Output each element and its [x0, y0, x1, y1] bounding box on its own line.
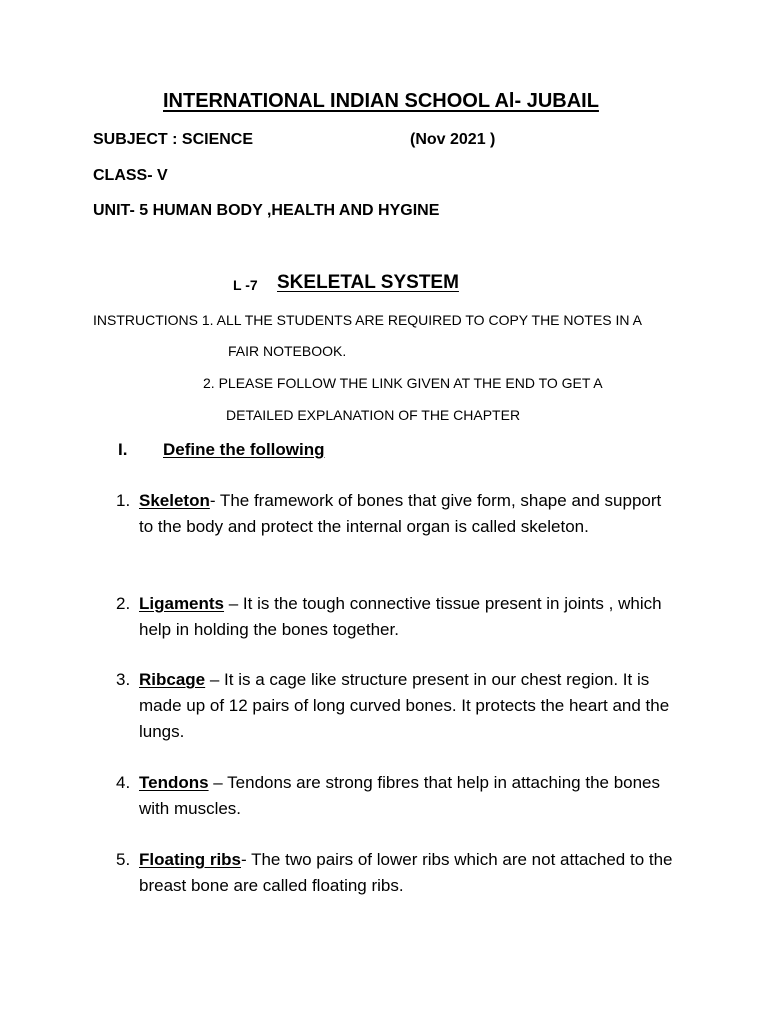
definition-number: 2.	[116, 594, 131, 613]
definition-term: Skeleton	[139, 491, 210, 510]
definition-text: - The two pairs of lower ribs which are not attached to the breast bone are called floating ribs.	[139, 850, 673, 895]
definition-number: 3.	[116, 670, 131, 689]
definition-item	[116, 770, 676, 822]
definition-term: Ligaments	[139, 594, 225, 613]
definition-text: – It is a cage like structure present in our chest region. It is made up of 12 pairs of long curved bones. It protects the heart and the lungs.	[139, 670, 670, 741]
class-label: CLASS- V	[93, 167, 168, 184]
section-title: Define the following	[163, 440, 325, 459]
instruction-line-2: FAIR NOTEBOOK.	[228, 343, 347, 359]
date-label: (Nov 2021 )	[410, 131, 496, 148]
definition-text: – It is the tough connective tissue present in joints , which help in holding the bones together.	[139, 594, 662, 639]
definition-term: Ribcage	[139, 670, 206, 689]
section-numeral: I.	[118, 440, 128, 459]
definition-item	[116, 847, 676, 899]
instruction-line-1: INSTRUCTIONS 1. ALL THE STUDENTS ARE REQUIRED TO COPY THE NOTES IN A	[93, 312, 642, 328]
instruction-line-4: DETAILED EXPLANATION OF THE CHAPTER	[226, 407, 521, 423]
unit-label: UNIT- 5 HUMAN BODY ,HEALTH AND HYGINE	[93, 202, 440, 219]
subject-label: SUBJECT : SCIENCE	[93, 131, 254, 148]
definition-number: 1.	[116, 491, 131, 510]
definition-term: Floating ribs	[139, 850, 241, 869]
lesson-number: L -7	[233, 277, 258, 293]
instruction-line-3: 2. PLEASE FOLLOW THE LINK GIVEN AT THE END TO GET A	[203, 375, 603, 391]
definition-text: – Tendons are strong fibres that help in attaching the bones with muscles.	[139, 773, 661, 818]
lesson-title: SKELETAL SYSTEM	[277, 272, 459, 293]
definition-item	[116, 591, 676, 643]
definition-term: Tendons	[139, 773, 209, 792]
definition-number: 5.	[116, 850, 131, 869]
definition-item	[116, 667, 676, 745]
definition-text: - The framework of bones that give form, shape and support to the body and protect the internal organ is called skeleton.	[139, 491, 662, 536]
definition-number: 4.	[116, 773, 131, 792]
school-title: INTERNATIONAL INDIAN SCHOOL Al- JUBAIL	[163, 90, 599, 112]
definition-item	[116, 488, 676, 540]
